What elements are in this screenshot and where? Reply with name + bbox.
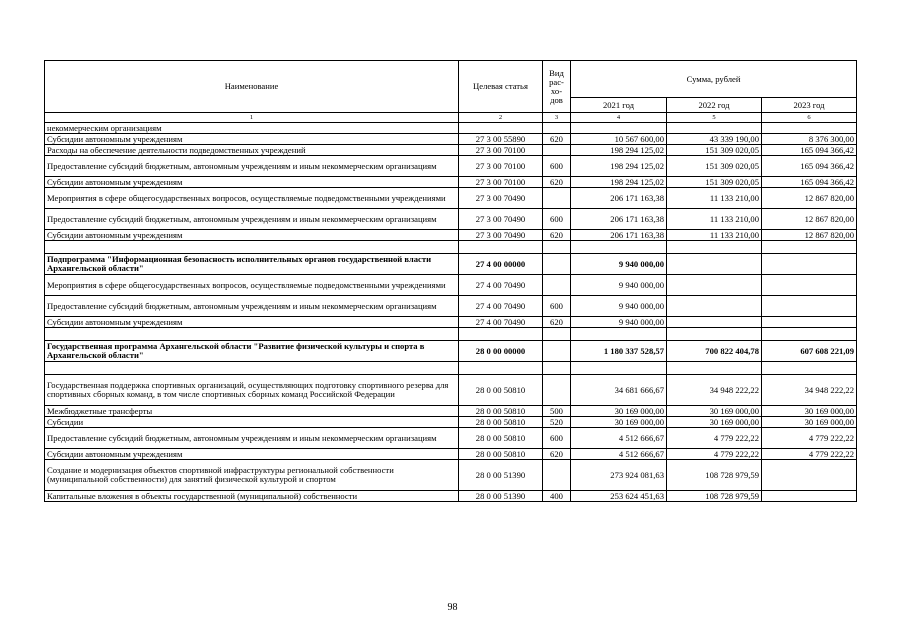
page-number: 98 <box>447 602 458 613</box>
row-sum-2023: 8 376 300,00 <box>762 134 857 145</box>
row-expense-type <box>543 328 571 341</box>
row-expense-type <box>543 145 571 156</box>
row-sum-2021: 4 512 666,67 <box>571 449 667 460</box>
header-expense-type: Вид рас- хо- дов <box>543 61 571 113</box>
row-sum-2023 <box>762 328 857 341</box>
row-sum-2023: 30 169 000,00 <box>762 417 857 428</box>
row-target-article: 27 4 00 00000 <box>459 254 543 275</box>
row-sum-2021: 9 940 000,00 <box>571 275 667 296</box>
row-target-article: 28 0 00 50810 <box>459 428 543 449</box>
row-sum-2022 <box>667 296 762 317</box>
row-expense-type: 620 <box>543 134 571 145</box>
row-name: Предоставление субсидий бюджетным, автономным учреждениям и иным некоммерческим организациям <box>45 428 459 449</box>
row-sum-2021: 206 171 163,38 <box>571 188 667 209</box>
row-name: Предоставление субсидий бюджетным, автономным учреждениям и иным некоммерческим организациям <box>45 156 459 177</box>
row-sum-2023 <box>762 241 857 254</box>
table-row <box>45 145 857 156</box>
row-sum-2021: 273 924 081,63 <box>571 460 667 491</box>
row-sum-2022: 108 728 979,59 <box>667 460 762 491</box>
row-expense-type: 400 <box>543 491 571 502</box>
table-row <box>45 230 857 241</box>
row-sum-2021: 9 940 000,00 <box>571 317 667 328</box>
row-expense-type <box>543 341 571 362</box>
row-sum-2021: 198 294 125,02 <box>571 177 667 188</box>
table-row <box>45 209 857 230</box>
row-sum-2023 <box>762 460 857 491</box>
row-sum-2021 <box>571 241 667 254</box>
row-expense-type <box>543 188 571 209</box>
row-expense-type <box>543 375 571 406</box>
row-name: Субсидии автономным учреждениям <box>45 449 459 460</box>
row-name <box>45 328 459 341</box>
table-row <box>45 362 857 375</box>
row-sum-2023: 34 948 222,22 <box>762 375 857 406</box>
table-row <box>45 296 857 317</box>
row-sum-2021 <box>571 362 667 375</box>
row-sum-2021: 10 567 600,00 <box>571 134 667 145</box>
row-target-article: 28 0 00 50810 <box>459 449 543 460</box>
row-expense-type <box>543 241 571 254</box>
table-row <box>45 123 857 134</box>
row-expense-type: 620 <box>543 230 571 241</box>
table-row <box>45 134 857 145</box>
row-sum-2023: 12 867 820,00 <box>762 230 857 241</box>
row-sum-2023 <box>762 362 857 375</box>
row-target-article: 28 0 00 50810 <box>459 406 543 417</box>
row-sum-2021: 253 624 451,63 <box>571 491 667 502</box>
row-sum-2022 <box>667 275 762 296</box>
row-sum-2021: 9 940 000,00 <box>571 254 667 275</box>
row-target-article: 28 0 00 51390 <box>459 460 543 491</box>
row-sum-2021: 4 512 666,67 <box>571 428 667 449</box>
row-target-article <box>459 241 543 254</box>
row-target-article <box>459 123 543 134</box>
row-sum-2022 <box>667 362 762 375</box>
table-row <box>45 275 857 296</box>
row-sum-2023 <box>762 317 857 328</box>
row-sum-2021: 1 180 337 528,57 <box>571 341 667 362</box>
table-row <box>45 417 857 428</box>
row-expense-type: 500 <box>543 406 571 417</box>
row-name <box>45 362 459 375</box>
row-sum-2021: 206 171 163,38 <box>571 230 667 241</box>
row-sum-2022: 151 309 020,05 <box>667 177 762 188</box>
row-sum-2021: 198 294 125,02 <box>571 156 667 177</box>
row-sum-2022 <box>667 317 762 328</box>
row-sum-2022: 30 169 000,00 <box>667 417 762 428</box>
row-expense-type: 600 <box>543 156 571 177</box>
row-target-article <box>459 362 543 375</box>
table-row <box>45 328 857 341</box>
row-name: Межбюджетные трансферты <box>45 406 459 417</box>
table-row <box>45 177 857 188</box>
row-sum-2021: 34 681 666,67 <box>571 375 667 406</box>
row-target-article: 28 0 00 50810 <box>459 417 543 428</box>
row-expense-type <box>543 362 571 375</box>
row-sum-2022 <box>667 254 762 275</box>
table-row <box>45 449 857 460</box>
row-sum-2021: 30 169 000,00 <box>571 406 667 417</box>
table-row <box>45 156 857 177</box>
row-sum-2023: 4 779 222,22 <box>762 428 857 449</box>
table-row <box>45 406 857 417</box>
row-sum-2021: 198 294 125,02 <box>571 145 667 156</box>
row-sum-2023: 12 867 820,00 <box>762 188 857 209</box>
row-sum-2022 <box>667 123 762 134</box>
column-number: 6 <box>762 113 857 123</box>
row-expense-type <box>543 123 571 134</box>
row-sum-2022: 11 133 210,00 <box>667 188 762 209</box>
row-expense-type: 620 <box>543 449 571 460</box>
row-sum-2022: 151 309 020,05 <box>667 145 762 156</box>
row-sum-2023: 165 094 366,42 <box>762 177 857 188</box>
row-name: Субсидии автономным учреждениям <box>45 230 459 241</box>
row-sum-2023 <box>762 296 857 317</box>
row-sum-2023 <box>762 254 857 275</box>
column-number: 2 <box>459 113 543 123</box>
header-sum: Сумма, рублей <box>571 61 857 98</box>
row-sum-2023 <box>762 275 857 296</box>
row-target-article: 27 4 00 70490 <box>459 296 543 317</box>
table-row <box>45 491 857 502</box>
row-name: Капитальные вложения в объекты государственной (муниципальной) собственности <box>45 491 459 502</box>
row-sum-2021: 9 940 000,00 <box>571 296 667 317</box>
row-sum-2021: 206 171 163,38 <box>571 209 667 230</box>
row-target-article: 27 4 00 70490 <box>459 317 543 328</box>
row-sum-2023 <box>762 123 857 134</box>
row-name <box>45 241 459 254</box>
row-sum-2022: 43 339 190,00 <box>667 134 762 145</box>
row-sum-2022: 4 779 222,22 <box>667 449 762 460</box>
row-sum-2021 <box>571 123 667 134</box>
row-sum-2022: 11 133 210,00 <box>667 230 762 241</box>
row-name: Мероприятия в сфере общегосударственных вопросов, осуществляемые подведомственными учреждениями <box>45 188 459 209</box>
row-expense-type: 600 <box>543 209 571 230</box>
row-target-article: 28 0 00 50810 <box>459 375 543 406</box>
row-sum-2022: 34 948 222,22 <box>667 375 762 406</box>
row-name: Субсидии <box>45 417 459 428</box>
row-sum-2023: 607 608 221,09 <box>762 341 857 362</box>
row-name: Расходы на обеспечение деятельности подведомственных учреждений <box>45 145 459 156</box>
row-name: Мероприятия в сфере общегосударственных вопросов, осуществляемые подведомственными учреждениями <box>45 275 459 296</box>
row-target-article: 27 3 00 70100 <box>459 177 543 188</box>
row-expense-type: 600 <box>543 428 571 449</box>
table-row <box>45 317 857 328</box>
row-sum-2022: 30 169 000,00 <box>667 406 762 417</box>
row-target-article: 27 3 00 55890 <box>459 134 543 145</box>
column-number: 4 <box>571 113 667 123</box>
row-expense-type <box>543 460 571 491</box>
row-sum-2021: 30 169 000,00 <box>571 417 667 428</box>
row-name: некоммерческим организациям <box>45 123 459 134</box>
column-number: 3 <box>543 113 571 123</box>
row-sum-2022: 151 309 020,05 <box>667 156 762 177</box>
table-body <box>45 123 857 502</box>
column-number: 1 <box>45 113 459 123</box>
row-target-article: 27 3 00 70490 <box>459 188 543 209</box>
row-target-article: 27 3 00 70490 <box>459 209 543 230</box>
row-target-article: 28 0 00 51390 <box>459 491 543 502</box>
row-name: Предоставление субсидий бюджетным, автономным учреждениям и иным некоммерческим организациям <box>45 296 459 317</box>
row-name: Субсидии автономным учреждениям <box>45 317 459 328</box>
row-sum-2023: 30 169 000,00 <box>762 406 857 417</box>
row-sum-2023: 12 867 820,00 <box>762 209 857 230</box>
row-sum-2022: 700 822 404,78 <box>667 341 762 362</box>
table-row <box>45 428 857 449</box>
row-sum-2023: 4 779 222,22 <box>762 449 857 460</box>
row-target-article: 27 3 00 70490 <box>459 230 543 241</box>
row-sum-2023 <box>762 491 857 502</box>
row-sum-2023: 165 094 366,42 <box>762 145 857 156</box>
header-year-2022: 2022 год <box>667 98 762 113</box>
column-number: 5 <box>667 113 762 123</box>
budget-table <box>44 60 857 502</box>
row-name: Создание и модернизация объектов спортивной инфраструктуры региональной собственности (муниципальной собственности) для занятий физической культурой и спортом <box>45 460 459 491</box>
row-name: Предоставление субсидий бюджетным, автономным учреждениям и иным некоммерческим организациям <box>45 209 459 230</box>
row-expense-type <box>543 275 571 296</box>
row-sum-2022 <box>667 328 762 341</box>
header-year-2023: 2023 год <box>762 98 857 113</box>
table-row <box>45 375 857 406</box>
table-row <box>45 188 857 209</box>
header-year-2021: 2021 год <box>571 98 667 113</box>
column-numbers-row <box>45 113 857 123</box>
row-target-article: 27 3 00 70100 <box>459 145 543 156</box>
row-expense-type: 520 <box>543 417 571 428</box>
header-name: Наименование <box>45 61 459 113</box>
row-expense-type: 620 <box>543 177 571 188</box>
table-row <box>45 341 857 362</box>
row-sum-2023: 165 094 366,42 <box>762 156 857 177</box>
row-name: Государственная поддержка спортивных организаций, осуществляющих подготовку спортивного резерва для спортивных сборных команд, в том числе спортивных сборных команд Российской Федерации <box>45 375 459 406</box>
row-expense-type: 600 <box>543 296 571 317</box>
row-target-article: 27 3 00 70100 <box>459 156 543 177</box>
row-sum-2022: 11 133 210,00 <box>667 209 762 230</box>
row-expense-type <box>543 254 571 275</box>
row-name: Государственная программа Архангельской области "Развитие физической культуры и спорта в Архангельской области" <box>45 341 459 362</box>
table-row <box>45 254 857 275</box>
table-row <box>45 241 857 254</box>
row-sum-2022: 108 728 979,59 <box>667 491 762 502</box>
header-target-article: Целевая статья <box>459 61 543 113</box>
row-sum-2021 <box>571 328 667 341</box>
row-name: Подпрограмма "Информационная безопасность исполнительных органов государственной власти Архангельской области" <box>45 254 459 275</box>
row-target-article: 27 4 00 70490 <box>459 275 543 296</box>
row-expense-type: 620 <box>543 317 571 328</box>
row-name: Субсидии автономным учреждениям <box>45 177 459 188</box>
row-target-article: 28 0 00 00000 <box>459 341 543 362</box>
row-sum-2022: 4 779 222,22 <box>667 428 762 449</box>
row-name: Субсидии автономным учреждениям <box>45 134 459 145</box>
table-row <box>45 460 857 491</box>
row-target-article <box>459 328 543 341</box>
row-sum-2022 <box>667 241 762 254</box>
